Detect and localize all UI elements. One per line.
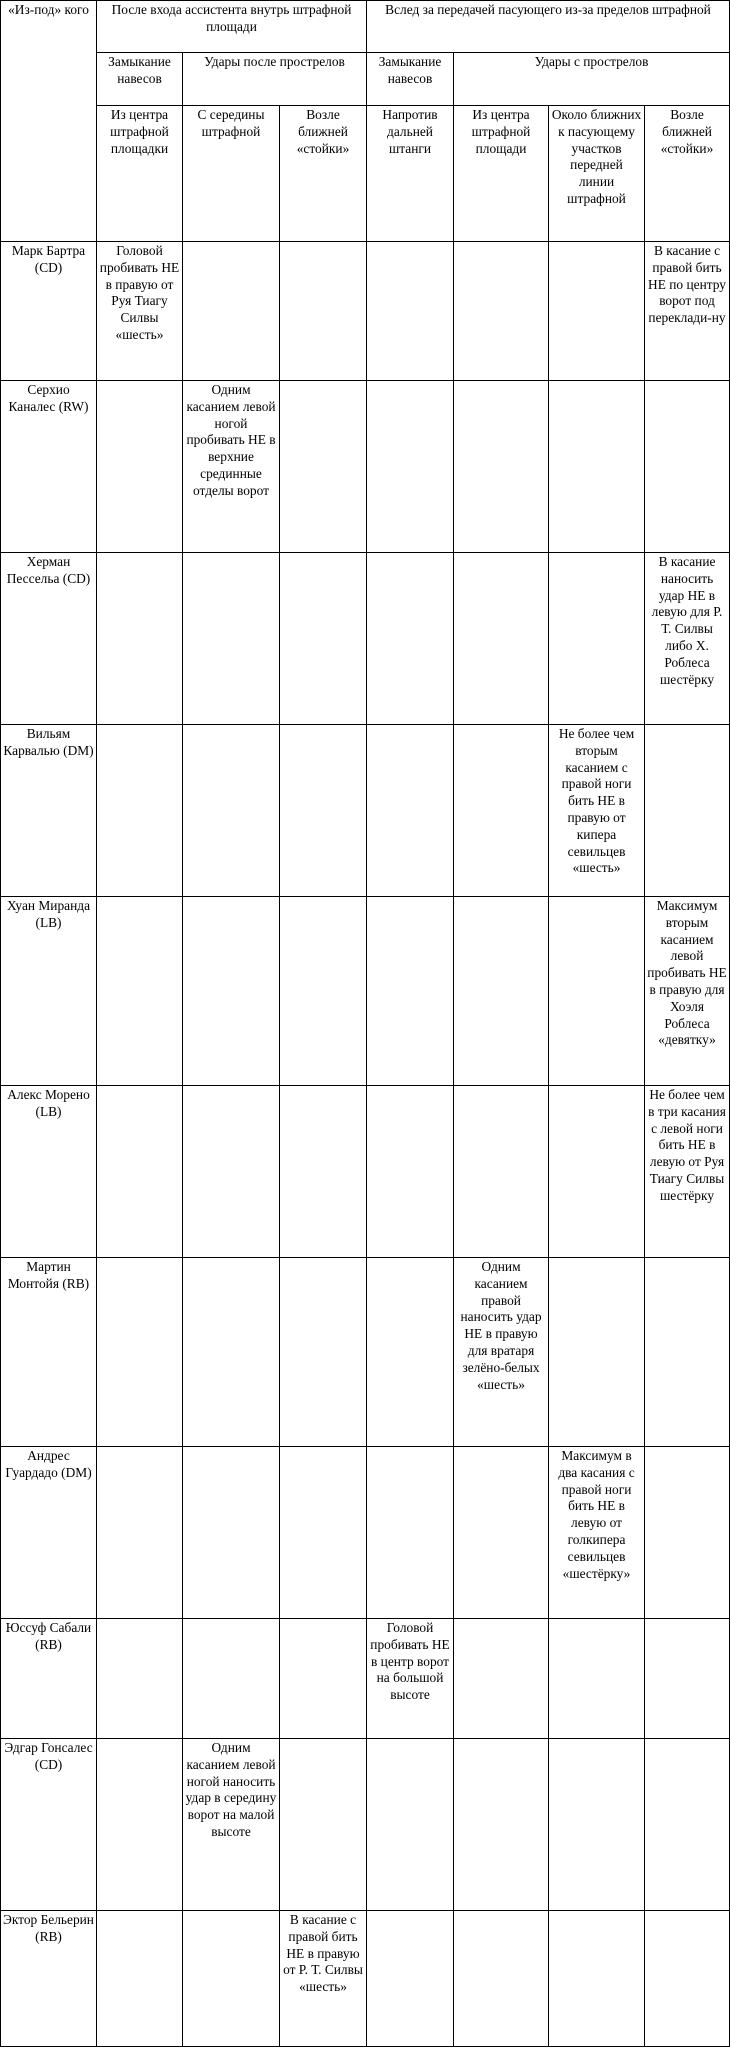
table-cell	[97, 1911, 183, 2047]
table-cell	[454, 1447, 549, 1619]
table-row	[1, 381, 730, 553]
table-cell	[549, 242, 645, 381]
table-cell	[549, 1911, 645, 2047]
table-cell	[645, 1258, 730, 1447]
table-cell	[183, 1911, 280, 2047]
table-cell: Не более чем вторым касанием с правой ноги бить НЕ в правую от кипера севильцев «шесть»	[549, 725, 645, 897]
table-cell	[280, 1086, 367, 1258]
table-row	[1, 1086, 730, 1258]
table-row	[1, 1258, 730, 1447]
column-header: Напротив дальней штанги	[367, 106, 454, 242]
table-cell	[367, 381, 454, 553]
table-cell	[454, 1619, 549, 1739]
corner-header: «Из-под» кого	[1, 1, 97, 242]
group-header-outside: Вслед за передачей пасующего из-за пределов штрафной	[367, 1, 730, 53]
table-cell	[280, 381, 367, 553]
column-header: С середины штрафной	[183, 106, 280, 242]
table-cell	[645, 1619, 730, 1739]
table-row	[1, 242, 730, 381]
table-row	[1, 1619, 730, 1739]
table-cell	[454, 1911, 549, 2047]
table-row	[1, 725, 730, 897]
subheader-shots-outside: Удары с прострелов	[454, 53, 730, 106]
table-cell	[183, 725, 280, 897]
player-name: Вильям Карвалью (DM)	[1, 725, 97, 897]
table-row	[1, 1447, 730, 1619]
table-cell: Не более чем в три касания с левой ноги бить НЕ в левую от Руя Тиагу Силвы шестёрку	[645, 1086, 730, 1258]
table-cell	[280, 242, 367, 381]
table-cell	[97, 897, 183, 1086]
table-cell	[645, 381, 730, 553]
subheader-closing-inside: Замыкание навесов	[97, 53, 183, 106]
table-cell	[549, 381, 645, 553]
table-cell	[280, 1447, 367, 1619]
table-cell	[280, 897, 367, 1086]
column-header: Из центра штрафной площадки	[97, 106, 183, 242]
table-cell	[280, 1619, 367, 1739]
table-cell	[183, 1619, 280, 1739]
table-cell	[549, 1086, 645, 1258]
table-cell	[549, 1258, 645, 1447]
table-cell	[280, 1258, 367, 1447]
table-cell	[549, 897, 645, 1086]
table-cell	[97, 381, 183, 553]
subheader-shots-inside: Удары после прострелов	[183, 53, 367, 106]
player-name: Серхио Каналес (RW)	[1, 381, 97, 553]
table-cell	[367, 1739, 454, 1911]
table-cell	[454, 725, 549, 897]
table-row	[1, 1739, 730, 1911]
table-cell	[183, 553, 280, 725]
table-cell	[549, 1619, 645, 1739]
player-name: Марк Бартра (CD)	[1, 242, 97, 381]
table-cell: В касание с правой бить НЕ в правую от Р. Т. Силвы «шесть»	[280, 1911, 367, 2047]
table-cell	[280, 553, 367, 725]
table-cell	[97, 1739, 183, 1911]
table-cell	[454, 381, 549, 553]
table-cell	[280, 725, 367, 897]
player-name: Хуан Миранда (LB)	[1, 897, 97, 1086]
player-name: Андрес Гуардадо (DM)	[1, 1447, 97, 1619]
table-cell	[97, 1086, 183, 1258]
table-cell	[280, 1739, 367, 1911]
column-header: Возле ближней «стойки»	[280, 106, 367, 242]
table-cell	[454, 553, 549, 725]
table-cell	[97, 725, 183, 897]
table-cell: Головой пробивать НЕ в правую от Руя Тиагу Силвы «шесть»	[97, 242, 183, 381]
column-header: Из центра штрафной площади	[454, 106, 549, 242]
table-cell	[367, 725, 454, 897]
table-cell: В касание наносить удар НЕ в левую для Р. Т. Силвы либо Х. Роблеса шестёрку	[645, 553, 730, 725]
table-cell	[97, 1258, 183, 1447]
table-cell	[183, 1258, 280, 1447]
table-cell	[367, 1447, 454, 1619]
table-cell: Одним касанием левой ногой наносить удар в середину ворот на малой высоте	[183, 1739, 280, 1911]
table-cell	[645, 1739, 730, 1911]
player-name: Юссуф Сабали (RB)	[1, 1619, 97, 1739]
table-cell: Максимум вторым касанием левой пробивать НЕ в правую для Хоэля Роблеса «девятку»	[645, 897, 730, 1086]
table-cell	[367, 553, 454, 725]
table-cell: Одним касанием левой ногой пробивать НЕ в верхние срединные отделы ворот	[183, 381, 280, 553]
table-cell	[97, 553, 183, 725]
table-cell	[97, 1619, 183, 1739]
table-cell	[97, 1447, 183, 1619]
table-row	[1, 1911, 730, 2047]
table-cell	[367, 1911, 454, 2047]
column-header: Возле ближней «стойки»	[645, 106, 730, 242]
player-name: Эдгар Гонсалес (CD)	[1, 1739, 97, 1911]
table-cell	[183, 1447, 280, 1619]
table-cell	[183, 242, 280, 381]
player-name: Эктор Бельерин (RB)	[1, 1911, 97, 2047]
table-cell	[454, 897, 549, 1086]
group-header-inside: После входа ассистента внутрь штрафной площади	[97, 1, 367, 53]
table-cell	[183, 897, 280, 1086]
table-cell	[367, 897, 454, 1086]
player-name: Мартин Монтойя (RB)	[1, 1258, 97, 1447]
table-cell	[367, 1086, 454, 1258]
table-cell	[183, 1086, 280, 1258]
subheader-closing-outside: Замыкание навесов	[367, 53, 454, 106]
table-cell: Одним касанием правой наносить удар НЕ в правую для вратаря зелёно-белых «шесть»	[454, 1258, 549, 1447]
table-cell	[645, 1447, 730, 1619]
table-row	[1, 553, 730, 725]
table-cell	[645, 725, 730, 897]
table-cell	[454, 1086, 549, 1258]
table-cell: Головой пробивать НЕ в центр ворот на большой высоте	[367, 1619, 454, 1739]
table-cell	[549, 553, 645, 725]
table-cell: Максимум в два касания с правой ноги бить НЕ в левую от голкипера севильцев «шестёрку»	[549, 1447, 645, 1619]
table-row	[1, 897, 730, 1086]
column-header: Около ближних к пасующему участков передней линии штрафной	[549, 106, 645, 242]
table-cell	[645, 1911, 730, 2047]
table-cell	[367, 1258, 454, 1447]
table-cell	[454, 242, 549, 381]
table-cell: В касание с правой бить НЕ по центру ворот под переклади-ну	[645, 242, 730, 381]
player-name: Алекс Морено (LB)	[1, 1086, 97, 1258]
table-cell	[454, 1739, 549, 1911]
table-cell	[367, 242, 454, 381]
table-cell	[549, 1739, 645, 1911]
player-name: Херман Пессельа (CD)	[1, 553, 97, 725]
